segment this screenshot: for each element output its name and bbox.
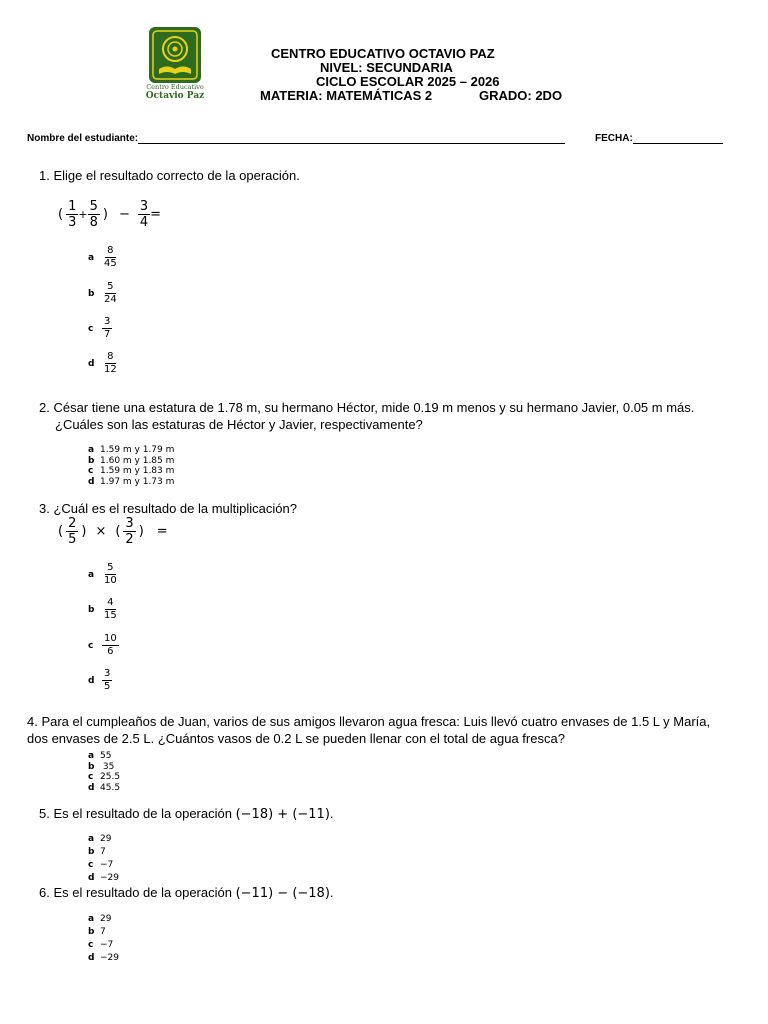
fraction-5-8 (88, 199, 100, 230)
option-text: 29 (100, 914, 112, 924)
q6-option-d[interactable] (88, 952, 119, 965)
denominator: 45 (104, 258, 117, 269)
option-text: 35 (100, 761, 115, 772)
denominator: 7 (104, 329, 111, 340)
option-letter: d (88, 675, 95, 686)
option-text: 25.5 (100, 772, 121, 782)
period: . (329, 885, 334, 900)
denominator: 5 (104, 681, 111, 692)
q2-option-b[interactable] (88, 456, 174, 467)
school-cycle: CICLO ESCOLAR 2025 – 2026 (316, 74, 500, 89)
option-fraction (102, 351, 119, 376)
option-fraction (102, 245, 119, 270)
option-letter: c (88, 940, 94, 950)
q3-option-c[interactable] (88, 633, 119, 658)
denominator: 2 (125, 532, 134, 547)
question-3-text: 3. ¿Cuál es el resultado de la multiplicación? (39, 501, 297, 516)
question-6-text (39, 884, 334, 902)
question-2-options (88, 445, 174, 487)
q3-option-a[interactable] (88, 562, 119, 587)
paren-open: ( (58, 524, 64, 539)
q6-option-b[interactable] (88, 926, 119, 939)
option-fraction (102, 633, 119, 658)
option-fraction (102, 597, 119, 622)
student-name-field[interactable] (27, 133, 565, 144)
date-label: FECHA: (595, 133, 633, 144)
numerator: 3 (125, 516, 134, 531)
question-6-expression: (−11) − (−18) (235, 886, 330, 901)
option-letter: a (88, 834, 95, 844)
question-4-text: 4. Para el cumpleaños de Juan, varios de sus amigos llevaron agua fresca: Luis llevó cuatro envases de 1.5 L y María, dos envases de 2.5 L. ¿Cuántos vasos de 0.2 L se pueden llenar con el total de agua fresca? (27, 714, 711, 746)
question-5-text (39, 805, 334, 823)
q4-option-c[interactable] (88, 772, 120, 783)
option-letter: d (88, 873, 95, 883)
option-letter: d (88, 953, 95, 963)
numerator: 5 (107, 562, 114, 573)
question-1-text: 1. Elige el resultado correcto de la operación. (39, 168, 300, 183)
numerator: 3 (104, 668, 111, 679)
paren-open: ( (58, 207, 64, 222)
q6-option-c[interactable] (88, 939, 119, 952)
paren-close: ) (81, 524, 87, 539)
option-letter: a (88, 569, 95, 580)
option-text: 1.60 m y 1.85 m (100, 455, 175, 466)
q6-option-a[interactable] (88, 913, 119, 926)
denominator: 8 (89, 215, 98, 230)
equals-sign: = (150, 207, 162, 222)
option-letter: c (88, 860, 94, 870)
denominator: 15 (104, 610, 117, 621)
denominator: 10 (104, 575, 117, 586)
fraction-3-2 (123, 516, 135, 547)
option-letter: b (88, 455, 95, 466)
question-1-expression (55, 199, 161, 230)
option-letter: b (88, 847, 95, 857)
q1-option-b[interactable] (88, 281, 119, 306)
option-fraction (102, 316, 112, 341)
logo-line1: Centro Educativo (146, 83, 204, 91)
option-letter: b (88, 604, 95, 615)
period: . (329, 806, 334, 821)
subject: MATERIA: MATEMÁTICAS 2 (260, 88, 433, 103)
numerator: 10 (104, 633, 117, 644)
question-6-prompt: 6. Es el resultado de la operación (39, 885, 236, 900)
option-letter: c (88, 323, 94, 334)
option-text: 1.59 m y 1.79 m (100, 445, 175, 455)
numerator: 8 (107, 351, 114, 362)
option-text: 7 (100, 847, 106, 857)
q5-option-a[interactable] (88, 833, 119, 846)
option-text: 1.97 m y 1.73 m (100, 476, 175, 487)
numerator: 4 (107, 597, 114, 608)
times-sign: × (95, 524, 107, 539)
numerator: 3 (139, 199, 149, 214)
logo-line2: Octavio Paz (145, 91, 205, 101)
option-letter: c (88, 772, 94, 782)
option-letter: a (88, 252, 95, 263)
numerator: 5 (89, 199, 98, 214)
school-name: CENTRO EDUCATIVO OCTAVIO PAZ (271, 46, 495, 61)
minus-sign: − (118, 207, 130, 222)
option-letter: b (88, 288, 95, 299)
school-logo-emblem-icon (143, 27, 207, 87)
option-text: −7 (100, 940, 114, 950)
question-5-prompt: 5. Es el resultado de la operación (39, 806, 236, 821)
equals-sign: = (156, 524, 168, 539)
option-text: 29 (100, 834, 112, 844)
numerator: 8 (107, 245, 114, 256)
q2-option-c[interactable] (88, 466, 174, 477)
option-text: 45.5 (100, 782, 121, 793)
student-name-label: Nombre del estudiante: (27, 133, 139, 144)
q4-option-b[interactable] (88, 762, 120, 773)
paren-close: ) (138, 524, 144, 539)
q2-option-d[interactable] (88, 477, 174, 488)
school-level: NIVEL: SECUNDARIA (320, 60, 453, 75)
q4-option-d[interactable] (88, 783, 120, 794)
question-6-options (88, 913, 119, 965)
question-3-expression (55, 516, 171, 547)
question-5-expression: (−18) + (−11) (235, 807, 330, 822)
fraction-2-5 (66, 516, 78, 547)
option-text: −7 (100, 860, 114, 870)
option-letter: d (88, 358, 95, 369)
q1-option-d[interactable] (88, 351, 119, 376)
question-2-text: 2. César tiene una estatura de 1.78 m, su hermano Héctor, mide 0.19 m menos y su hermano Javier, 0.05 m más. ¿Cuáles son las estaturas de Héctor y Javier, respectivamente? (39, 400, 695, 432)
school-logo (143, 27, 207, 103)
option-letter: a (88, 751, 95, 761)
fraction-3-4 (138, 199, 150, 230)
option-letter: c (88, 640, 94, 651)
denominator: 5 (68, 532, 77, 547)
q4-option-a[interactable] (88, 751, 120, 762)
option-letter: b (88, 927, 95, 937)
option-text: 7 (100, 927, 106, 937)
option-letter: b (88, 761, 95, 772)
option-text: −29 (100, 873, 119, 883)
option-letter: d (88, 782, 95, 793)
denominator: 3 (68, 215, 77, 230)
option-fraction (102, 668, 112, 693)
paren-open: ( (115, 524, 121, 539)
question-4-options (88, 751, 120, 793)
grade: GRADO: 2DO (479, 88, 563, 103)
question-5-options (88, 833, 119, 885)
option-letter: a (88, 445, 95, 455)
option-text: 1.59 m y 1.83 m (100, 466, 175, 476)
q1-option-c[interactable] (88, 316, 112, 341)
q3-option-d[interactable] (88, 668, 112, 693)
option-letter: c (88, 466, 94, 476)
fraction-1-3 (66, 199, 78, 230)
numerator: 2 (68, 516, 77, 531)
denominator: 6 (107, 646, 114, 657)
option-text: 55 (100, 751, 112, 761)
q5-option-b[interactable] (88, 846, 119, 859)
numerator: 5 (107, 281, 114, 292)
denominator: 4 (139, 215, 149, 230)
q3-option-b[interactable] (88, 597, 119, 622)
q2-option-a[interactable] (88, 445, 174, 456)
numerator: 1 (68, 199, 77, 214)
date-field[interactable] (595, 133, 723, 144)
option-letter: d (88, 476, 95, 487)
denominator: 12 (104, 364, 117, 375)
option-letter: a (88, 914, 95, 924)
q5-option-c[interactable] (88, 859, 119, 872)
denominator: 24 (104, 294, 117, 305)
option-text: −29 (100, 953, 119, 963)
q1-option-a[interactable] (88, 245, 119, 270)
paren-close: ) (102, 207, 108, 222)
option-fraction (102, 281, 119, 306)
plus-sign: + (78, 208, 88, 221)
option-fraction (102, 562, 119, 587)
numerator: 3 (104, 316, 111, 327)
